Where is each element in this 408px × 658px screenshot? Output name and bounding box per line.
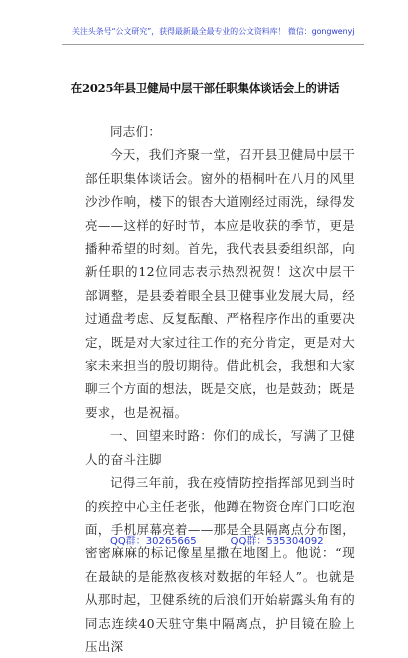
section-heading-1: 一、回望来时路：你们的成长，写满了卫健人的奋斗注脚: [85, 428, 355, 467]
footer-qq-group-2: QQ群：535304092: [230, 536, 324, 547]
greeting: 同志们：: [110, 124, 162, 139]
footer-contact: [110, 532, 350, 547]
paragraph-opening: 今天，我们齐聚一堂，召开县卫健局中层干部任职集体谈话会。窗外的梧桐叶在八月的风里沙沙作响，楼下的银杏大道刚经过雨洗，绿得发亮——这样的好时节，本应是收获的季节，更是播种希望的时刻。首先，我代表县委组织部，向新任职的12位同志表示热烈祝贺！这次中层干部调整，是县委着眼全县卫健事业发展大局，经过通盘考虑、反复酝酿、严格程序作出的重要决定，既是对大家过往工作的充分肯定，更是对大家未来担当的殷切期待。借此机会，我想和大家聊三个方面的想法，既是交底，也是鼓劲；既是要求，也是祝福。: [85, 147, 355, 420]
document-body: [85, 120, 355, 658]
paragraph-story: 记得三年前，我在疫情防控指挥部见到当时的疾控中心主任老张，他蹲在物资仓库门口吃泡面，手机屏幕亮着——那是全县隔离点分布图，密密麻麻的标记像星星撒在地图上。他说：“现在最缺的是能熬夜核对数据的年轻人”。也就是从那时起，卫健系统的后浪们开始崭露头角有的同志连续40天驻守集中隔离点，护目镜在脸上压出深: [85, 475, 355, 654]
header-divider: [62, 44, 364, 45]
document-title: 在2025年县卫健局中层干部任职集体谈话会上的讲话: [70, 81, 340, 95]
footer-qq-group-1: QQ群：30265665: [110, 536, 197, 547]
header-banner: 关注头条号“公文研究”，获得最新最全最专业的公文资料库！ 微信：gongwenyj: [72, 27, 355, 36]
